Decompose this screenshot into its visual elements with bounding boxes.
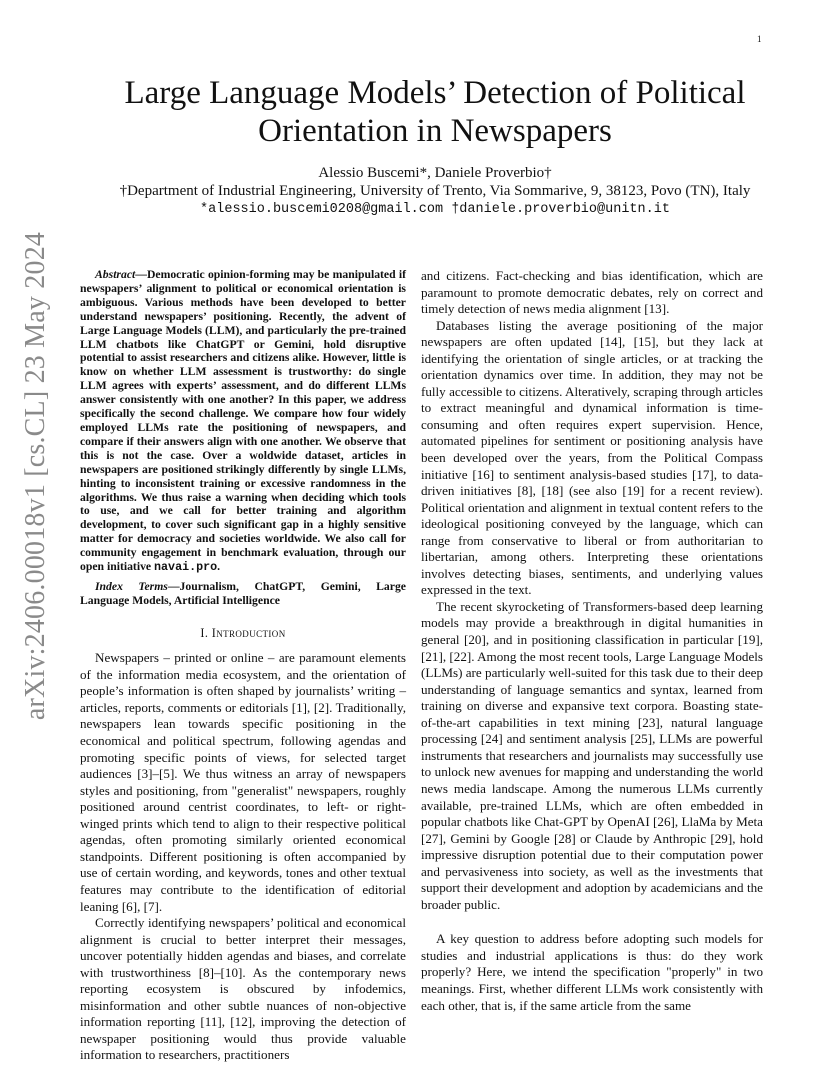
paper-header <box>70 74 800 220</box>
index-terms-text: —Journalism, ChatGPT, Gemini, Large Language Models, Artificial Intelligence <box>80 579 406 607</box>
author-emails: *alessio.buscemi0208@gmail.com †daniele.proverbio@unitn.it <box>200 202 670 217</box>
abstract-link[interactable]: navai.pro <box>154 560 218 575</box>
section-heading-introduction: I. Introduction <box>200 625 286 640</box>
right-column <box>421 268 763 1014</box>
left-column <box>80 268 406 1064</box>
author-affiliation: †Department of Industrial Engineering, University of Trento, Via Sommarive, 9, 38123, Povo (TN), Italy <box>119 183 751 199</box>
index-terms-label: Index Terms <box>95 579 168 593</box>
paper-title: Large Language Models’ Detection of Political Orientation in Newspapers <box>124 75 746 149</box>
index-terms <box>80 580 406 608</box>
paragraph: Databases listing the average positioning of the major newspapers are often updated [14], [15], but they lack at identifying the orientation of single articles, or at tracking the orientation dynamics over time. In addition, they may not be fully accessible to citizens. Alteratively, scraping through articles to extract meaningful and dynamical information is time-consuming and often requires expert supervision. Hence, automated pipelines for sentiment or positioning analysis have been developed over the years, from the Political Compass initiative [16] to sentiment analysis-based studies [17], to data-driven initiatives [8], [18] (see also [19] for a recent review). Political orientation and alignment in textual content refers to the ideological positioning conveyed by the language, which can range from conservative to liberal or from authoritarian to libertarian, among others. Interpreting these orientations involves detecting biases, sentiments, and underlying values expressed in the text. <box>421 317 763 598</box>
abstract-end: . <box>217 560 221 574</box>
abstract-text: —Democratic opinion-forming may be manipulated if newspapers’ alignment to political or economical orientation is ambiguous. Various methods have been developed to better understand newspapers’ positioning. Recently, the advent of Large Language Models (LLM), and particularly the pre-trained LLM chatbots like ChatGPT or Gemini, hold disruptive potential to assist researchers and citizens alike. However, little is know on whether LLM assessment is trustworthy: do single LLM agrees with experts’ assessment, and do different LLMs answer consistently with one another? In this paper, we address specifically the second challenge. We compare how four widely employed LLMs rate the positioning of newspapers, and compare if their answers align with one another. We observe that this is not the case. Over a woldwide dataset, articles in newspapers are positioned strikingly differently by single LLMs, hinting to inconsistent training or excessive randomness in the algorithms. We thus raise a warning when deciding which tools to use, and we call for better training and algorithm development, to cover such significant gap in a highly sensitive matter for democracy and societies worldwide. We also call for community engagement in benchmark evaluation, through our open initiative <box>80 268 406 574</box>
paragraph: The recent skyrocketing of Transformers-based deep learning models may provide a breakthrough in digital humanities in general [20], and in positioning classification in particular [19], [21], [22]. Among the most recent tools, Large Language Models (LLMs) are particularly well-suited for this task due to their deep understanding of language semantics and syntax, learned from training on diverse and expansive text corpora. Boasting state-of-the-art capabilities in text mining [23], natural language processing [24] and sentiment analysis [25], LLMs are powerful instruments that researchers and journalists may successfully use to unlock new avenues for mapping and understanding the world news media landscape. Among the numerous LLMs currently available, pre-trained LLMs, which are often embedded in popular chatbots like Chat-GPT by OpenAI [26], LlaMa by Meta [27], Gemini by Google [28] or Claude by Anthropic [29], hold impressive disruption potential due to their computation power and pervasiveness into society, as well as the investments that support their development and adoption by academicians and the broader public. <box>421 598 763 912</box>
arxiv-identifier-stamp: arXiv:2406.00018v1 [cs.CL] 23 May 2024 <box>20 231 51 721</box>
abstract <box>80 268 406 575</box>
author-list: Alessio Buscemi*, Daniele Proverbio† <box>318 165 552 181</box>
paragraph: Correctly identifying newspapers’ political and economical alignment is crucial to better interpret their messages, uncover potentially hidden agendas and biases, and correlate with trustworthiness [8]–[10]. As the contemporary news reporting ecosystem is obscured by infodemics, misinformation and other subtle nuances of non-objective information reporting [11], [12], improving the detection of newspaper positioning would thus provide valuable information to researchers, practitioners <box>80 915 406 1063</box>
page-number: 1 <box>757 34 762 44</box>
paragraph: A key question to address before adopting such models for studies and industrial applications is thus: do they work properly? Here, we intend the specification "properly" in two meanings. First, whether different LLMs work consistently with each other, that is, if the same article from the same <box>421 931 763 1013</box>
abstract-label: Abstract <box>95 268 136 281</box>
paragraph: and citizens. Fact-checking and bias identification, which are paramount to promote democratic debates, rely on correct and timely detection of news media alignment [13]. <box>421 268 763 317</box>
paragraph: Newspapers – printed or online – are paramount elements of the information media ecosystem, and the orientation of people’s information is often shaped by journalists’ writing – articles, reports, comments or editorials [1], [2]. Traditionally, newspapers lean towards specific positioning in the economical and political spectrum, following agendas and promoting specific points of views, for selected target audiences [3]–[5]. We thus witness an array of newspapers styles and positioning, from "generalist" newspapers, roughly positioned around centrist coordinates, to left- or right-winged prints which tend to align to their respective political agendas, often promoting similarly oriented economical standpoints. Different positioning is often accompanied by use of certain wording, and keywords, tones and other textual features may contribute to the identification of editorial leaning [6], [7]. <box>80 650 406 914</box>
